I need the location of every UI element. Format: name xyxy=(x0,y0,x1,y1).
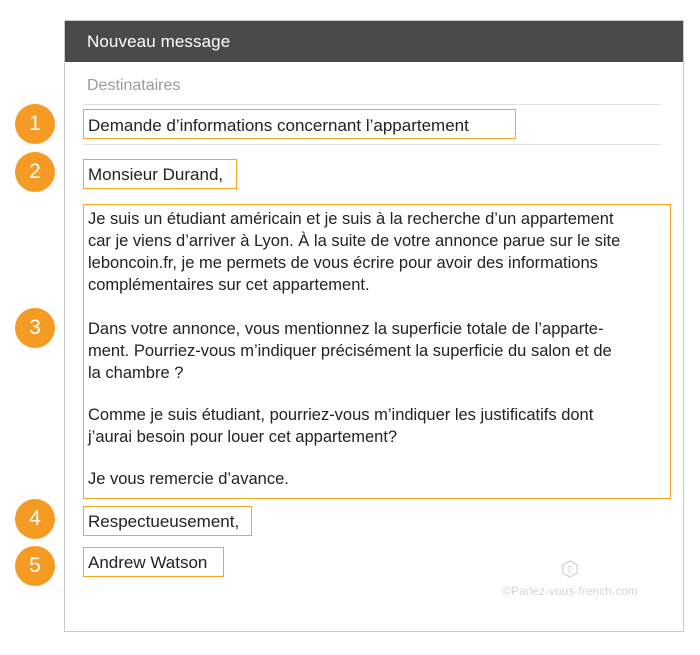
step-badge-4: 4 xyxy=(15,499,55,539)
signature-box[interactable] xyxy=(83,547,224,577)
step-badge-5: 5 xyxy=(15,546,55,586)
window-titlebar xyxy=(65,21,683,62)
step-badge-1: 1 xyxy=(15,104,55,144)
message-window xyxy=(64,20,684,632)
logo-icon xyxy=(561,560,579,578)
body-paragraph-2: Dans votre annonce, vous mentionnez la superficie totale de l’apparte- ment. Pourriez-vous m’indiquer précisément la superficie du salon et de la chambre ? xyxy=(88,320,612,382)
step-badge-2: 2 xyxy=(15,152,55,192)
closing-box[interactable] xyxy=(83,506,252,536)
svg-text:E: E xyxy=(566,564,574,575)
subject-field[interactable] xyxy=(83,109,516,139)
signature-text: Andrew Watson xyxy=(88,553,208,572)
message-body[interactable] xyxy=(83,204,671,499)
body-paragraph-3: Comme je suis étudiant, pourriez-vous m’indiquer les justificatifs dont j’aurai besoin pour louer cet appartement? xyxy=(88,406,594,446)
closing-text: Respectueusement, xyxy=(88,512,240,531)
greeting-text: Monsieur Durand, xyxy=(88,165,224,184)
step-badge-3: 3 xyxy=(15,308,55,348)
recipients-field[interactable]: Destinataires xyxy=(87,77,181,94)
body-paragraph-4: Je vous remercie d’avance. xyxy=(88,470,289,488)
window-title: Nouveau message xyxy=(87,32,231,51)
subject-divider xyxy=(83,144,661,145)
watermark-text: ©Parlez-vous-french.com xyxy=(502,584,638,598)
watermark xyxy=(494,560,646,598)
greeting-box[interactable] xyxy=(83,159,237,189)
subject-text: Demande d’informations concernant l’appartement xyxy=(88,116,469,135)
recipients-divider xyxy=(83,104,661,105)
body-paragraph-1: Je suis un étudiant américain et je suis à la recherche d’un appartement car je viens d’arriver à Lyon. À la suite de votre annonce parue sur le site leboncoin.fr, je me permets de vous écrire pour avoir des informations complémentaires sur cet appartement. xyxy=(88,210,621,294)
